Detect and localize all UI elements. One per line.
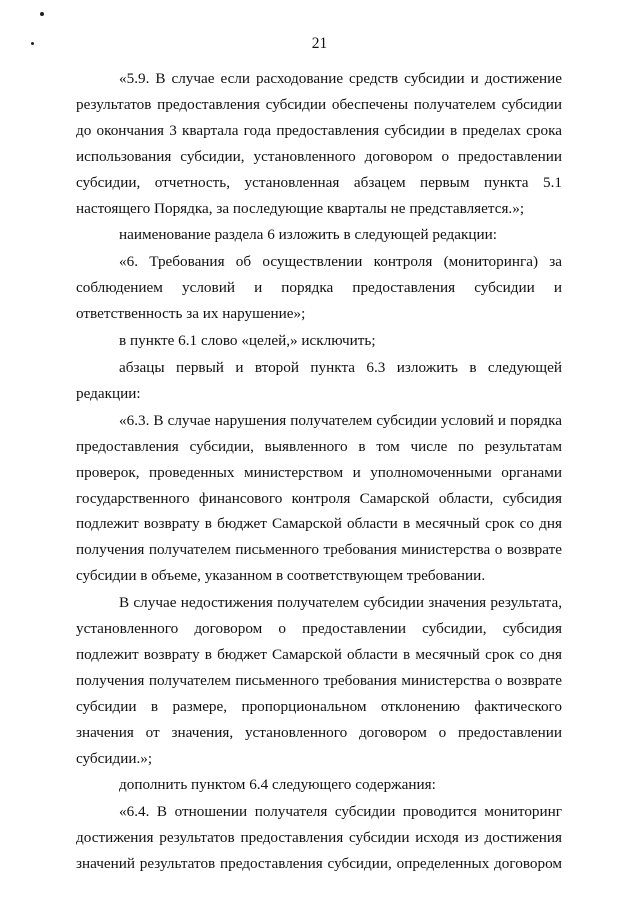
paragraph-6-3-second: В случае недостижения получателем субсидии значения результата, установленного договором о предоставлении субсидии, субсидия подлежит возврату в бюджет Самарской области в месячный срок со дня получения получателем письменного требования министерства о возврате субсидии в размере, пропорциональном отклонению фактического значения от значения, установленного договором о предоставлении субсидии.»; <box>76 594 562 767</box>
paragraph-5-9: «5.9. В случае если расходование средств субсидии и достижение результатов предоставления субсидии обеспечены получателем субсидии до окончания 3 квартала года предоставления субсидии в пределах срока использования субсидии, установленного договором о предоставлении субсидии, отчетность, установленная абзацем первым пункта 5.1 настоящего Порядка, за последующие кварталы не представляется.»; <box>76 70 562 217</box>
page-number: 21 <box>311 35 328 52</box>
document-body <box>76 66 562 877</box>
paragraph-6-4-instruction: дополнить пунктом 6.4 следующего содержания: <box>119 776 436 794</box>
paragraph-section-6-title-instruction: наименование раздела 6 изложить в следующей редакции: <box>119 226 497 244</box>
paragraph-section-6-title: «6. Требования об осуществлении контроля (мониторинга) за соблюдением условий и порядка предоставления субсидии и ответственность за их нарушение»; <box>76 253 562 323</box>
scan-speck <box>40 12 44 16</box>
paragraph-6-3-instruction: абзацы первый и второй пункта 6.3 изложить в следующей редакции: <box>76 358 562 402</box>
paragraph-6-4: «6.4. В отношении получателя субсидии проводится мониторинг достижения результатов предоставления субсидии исходя из достижения значений результатов предоставления субсидии, определенных договором <box>76 803 562 873</box>
paragraph-6-3-first: «6.3. В случае нарушения получателем субсидии условий и порядка предоставления субсидии, выявленного в том числе по результатам проверок, проведенных министерством и уполномоченными органами государственного финансового контроля Самарской области, субсидия подлежит возврату в бюджет Самарской области в месячный срок со дня получения получателем письменного требования министерства о возврате субсидии в объеме, указанном в соответствующем требовании. <box>76 411 562 585</box>
paragraph-6-1-instruction: в пункте 6.1 слово «целей,» исключить; <box>119 332 376 350</box>
